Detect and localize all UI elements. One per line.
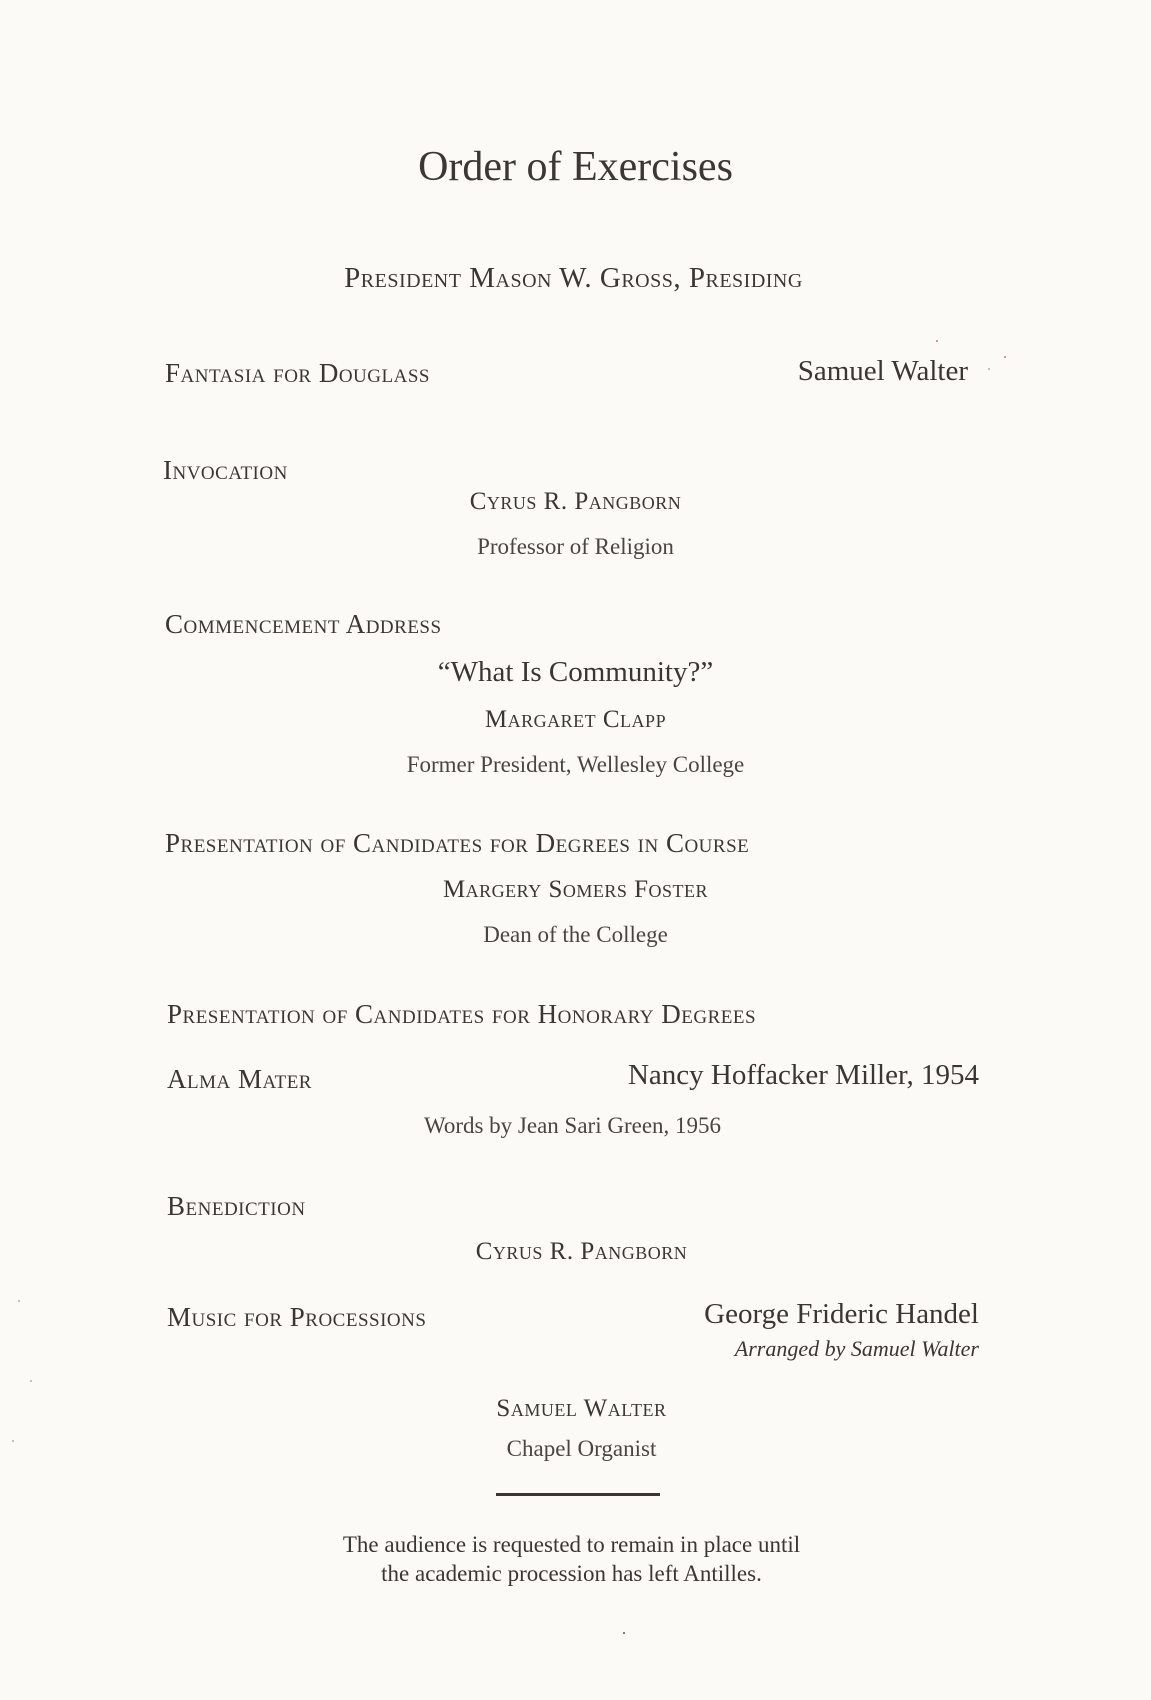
degrees-course-heading: Presentation of Candidates for Degrees in Course <box>165 828 750 858</box>
degrees-honorary-heading: Presentation of Candidates for Honorary Degrees <box>167 999 757 1029</box>
processions-performer-role: Chapel Organist <box>506 1436 657 1461</box>
audience-note-line-1: The audience is requested to remain in place until <box>342 1532 801 1557</box>
paper-speck <box>623 1632 625 1634</box>
invocation-heading: Invocation <box>163 455 288 485</box>
paper-speck <box>30 1380 32 1382</box>
degrees-course-role: Dean of the College <box>483 922 668 947</box>
alma-mater-words: Words by Jean Sari Green, 1956 <box>423 1113 722 1138</box>
invocation-role: Professor of Religion <box>477 534 674 559</box>
degrees-course-name: Margery Somers Foster <box>442 876 709 903</box>
benediction-heading: Benediction <box>167 1191 306 1221</box>
audience-note-line-2: the academic procession has left Antilles. <box>381 1561 762 1586</box>
divider-rule <box>496 1493 660 1496</box>
paper-speck <box>18 1300 20 1302</box>
processions-composer: George Frideric Handel <box>704 1298 979 1330</box>
paper-speck <box>936 340 938 342</box>
page-title: Order of Exercises <box>418 144 733 190</box>
alma-mater-heading: Alma Mater <box>167 1064 312 1094</box>
fantasia-heading: Fantasia for Douglass <box>165 358 430 388</box>
processions-arranger: Arranged by Samuel Walter <box>734 1336 979 1361</box>
address-heading: Commencement Address <box>165 609 442 639</box>
alma-mater-composer: Nancy Hoffacker Miller, 1954 <box>627 1059 979 1091</box>
processions-performer: Samuel Walter <box>496 1395 667 1422</box>
processions-heading: Music for Processions <box>167 1302 427 1332</box>
address-speaker: Margaret Clapp <box>484 706 667 733</box>
fantasia-composer: Samuel Walter <box>797 355 968 387</box>
paper-speck <box>988 368 990 370</box>
presiding-line: President Mason W. Gross, Presiding <box>344 262 803 294</box>
paper-speck <box>12 1440 14 1442</box>
invocation-name: Cyrus R. Pangborn <box>469 488 682 515</box>
address-topic: “What Is Community?” <box>437 656 714 688</box>
paper-speck <box>1004 356 1006 358</box>
benediction-name: Cyrus R. Pangborn <box>475 1238 688 1265</box>
address-speaker-role: Former President, Wellesley College <box>406 752 745 777</box>
